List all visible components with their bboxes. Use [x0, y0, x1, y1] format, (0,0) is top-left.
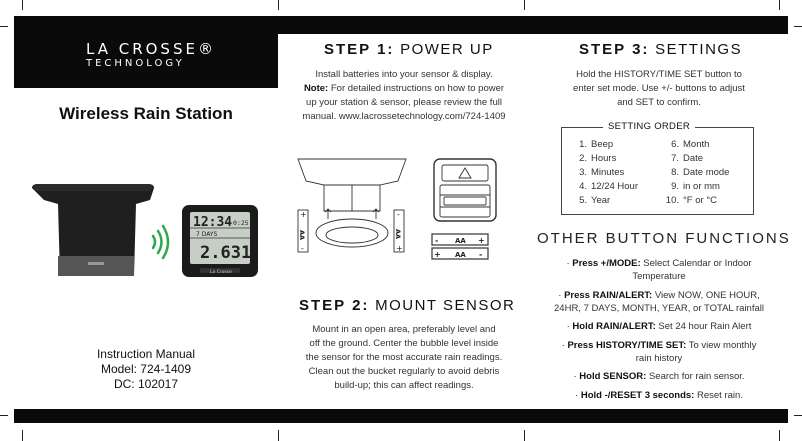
minus-sign: -: [301, 244, 304, 253]
crop-mark: [524, 0, 525, 10]
setting-item: [664, 195, 717, 206]
setting-item: [572, 181, 638, 192]
setting-number: 5.: [579, 195, 587, 206]
step3-heading: [579, 41, 742, 58]
step2-title: MOUNT SENSOR: [369, 297, 516, 314]
setting-label: Beep: [591, 139, 614, 150]
setting-label: Hours: [591, 153, 617, 164]
function-text: Temperature: [632, 270, 686, 282]
crop-mark: [22, 0, 23, 10]
display-small: 0:25: [233, 219, 249, 227]
step1-line: up your station & sensor, please review the full: [306, 97, 502, 108]
setting-number: 10.: [665, 195, 679, 206]
bullet: ·: [573, 371, 580, 382]
crop-mark: [779, 0, 780, 10]
step1-line: For detailed instructions on how to power: [328, 83, 505, 94]
crop-mark: [794, 415, 802, 416]
setting-item: [664, 181, 720, 192]
date-code: DC: 102017: [113, 377, 179, 391]
step1-note: [288, 82, 520, 96]
battery-label: AA: [455, 237, 466, 245]
function-text: rain history: [635, 352, 683, 364]
step2-text: [288, 323, 520, 393]
function-label: Press +/MODE:: [572, 258, 641, 269]
setting-item: [664, 167, 729, 178]
function-text: Reset rain.: [694, 390, 743, 401]
step2-line: Clean out the bucket regularly to avoid debris: [308, 366, 500, 377]
function-label: Press RAIN/ALERT:: [564, 290, 653, 301]
setting-number: 6.: [671, 139, 679, 150]
step2-line: Mount in an open area, preferably level and: [312, 324, 496, 335]
setting-item: [664, 153, 703, 164]
wireless-signal-icon: [153, 226, 168, 258]
setting-order-title: SETTING ORDER: [603, 121, 695, 132]
bullet: ·: [566, 258, 573, 269]
minus-sign: -: [397, 210, 400, 219]
product-illustration: [30, 180, 270, 280]
step2-line: off the ground. Center the bubble level inside: [309, 338, 499, 349]
function-text: Select Calendar or Indoor: [640, 258, 752, 269]
step1-number: STEP 1:: [324, 41, 395, 58]
other-functions-heading: OTHER BUTTON FUNCTIONS: [537, 230, 791, 247]
bottom-band: [14, 409, 788, 423]
function-text: 24HR, 7 DAYS, MONTH, YEAR, or TOTAL rainfall: [554, 302, 764, 314]
step3-number: STEP 3:: [579, 41, 650, 58]
setting-number: 3.: [579, 167, 587, 178]
display-days: 7 DAYS: [196, 231, 218, 238]
battery-label: AA: [455, 251, 466, 259]
function-item: [542, 340, 776, 365]
rain-sensor-image: [32, 184, 154, 276]
bullet: ·: [575, 390, 581, 401]
plus-sign: +: [434, 250, 441, 259]
function-item: [542, 390, 776, 403]
bullet: ·: [561, 340, 568, 351]
setting-number: 2.: [579, 153, 587, 164]
crop-mark: [0, 415, 8, 416]
bullet: ·: [558, 290, 565, 301]
product-title: Wireless Rain Station: [59, 104, 233, 123]
function-label: Hold SENSOR:: [579, 371, 647, 382]
minus-sign: -: [479, 250, 483, 259]
sensor-battery-diagram: [298, 159, 406, 252]
setting-item: [572, 167, 624, 178]
battery-label: AA: [394, 229, 402, 240]
function-item: [542, 371, 776, 384]
step1-text: [288, 68, 520, 124]
function-label: Press HISTORY/TIME SET:: [567, 340, 687, 351]
crop-mark: [524, 430, 525, 441]
function-item: [542, 258, 776, 283]
manual-info: [14, 347, 278, 392]
manual-title: Instruction Manual: [96, 347, 196, 361]
step1-heading: [324, 41, 494, 58]
step3-line: and SET to confirm.: [617, 97, 701, 108]
setting-number: 1.: [579, 139, 587, 150]
step1-line: Install batteries into your sensor & display.: [315, 69, 493, 80]
setting-item: [572, 139, 613, 150]
setting-label: Date mode: [683, 167, 730, 178]
step1-line: manual. www.lacrossetechnology.com/724-1409: [302, 111, 506, 122]
display-rain: 2.631: [200, 243, 252, 263]
setting-item: [572, 153, 616, 164]
function-label: Hold RAIN/ALERT:: [572, 321, 656, 332]
plus-sign: +: [396, 244, 403, 253]
brand-logo: LA CROSSE®: [86, 40, 216, 58]
function-text: Set 24 hour Rain Alert: [655, 321, 752, 332]
setting-label: 12/24 Hour: [591, 181, 639, 192]
function-item: [542, 290, 776, 315]
crop-mark: [779, 430, 780, 441]
setting-item: [664, 139, 709, 150]
crop-mark: [794, 26, 802, 27]
setting-number: 4.: [579, 181, 587, 192]
bullet: ·: [566, 321, 573, 332]
display-brand: La Crosse: [210, 270, 232, 275]
display-unit-image: [182, 205, 258, 277]
step1-title: POWER UP: [394, 41, 494, 58]
crop-mark: [278, 0, 279, 10]
step3-line: Hold the HISTORY/TIME SET button to: [576, 69, 742, 80]
function-label: Hold -/RESET 3 seconds:: [580, 390, 695, 401]
setting-label: Month: [683, 139, 710, 150]
note-label: Note:: [303, 83, 329, 94]
setting-number: 8.: [671, 167, 679, 178]
model-number: Model: 724-1409: [100, 362, 192, 376]
crop-mark: [22, 430, 23, 441]
setting-label: Minutes: [591, 167, 625, 178]
setting-label: in or mm: [683, 181, 720, 192]
setting-label: Year: [591, 195, 611, 206]
crop-mark: [0, 26, 8, 27]
setting-number: 7.: [671, 153, 679, 164]
step2-line: build-up; this can affect readings.: [334, 380, 474, 391]
brand-logo-sub: TECHNOLOGY: [86, 58, 185, 69]
step3-text: [542, 68, 776, 110]
setting-number: 9.: [671, 181, 679, 192]
step3-line: enter set mode. Use +/- buttons to adjust: [573, 83, 745, 94]
plus-sign: +: [478, 236, 485, 245]
minus-sign: -: [435, 236, 439, 245]
display-time: 12:34: [193, 215, 233, 230]
step2-line: the sensor for the most accurate rain readings.: [305, 352, 503, 363]
function-text: To view monthly: [686, 340, 757, 351]
setting-label: Date: [683, 153, 704, 164]
crop-mark: [278, 430, 279, 441]
step2-number: STEP 2:: [299, 297, 370, 314]
battery-install-diagram: [294, 155, 518, 265]
function-text: View NOW, ONE HOUR,: [652, 290, 760, 301]
step3-title: SETTINGS: [649, 41, 743, 58]
battery-label: AA: [298, 230, 306, 241]
setting-item: [572, 195, 610, 206]
function-item: [542, 321, 776, 334]
plus-sign: +: [300, 210, 307, 219]
setting-label: °F or °C: [683, 195, 717, 206]
step2-heading: [299, 297, 515, 314]
function-text: Search for rain sensor.: [646, 371, 745, 382]
